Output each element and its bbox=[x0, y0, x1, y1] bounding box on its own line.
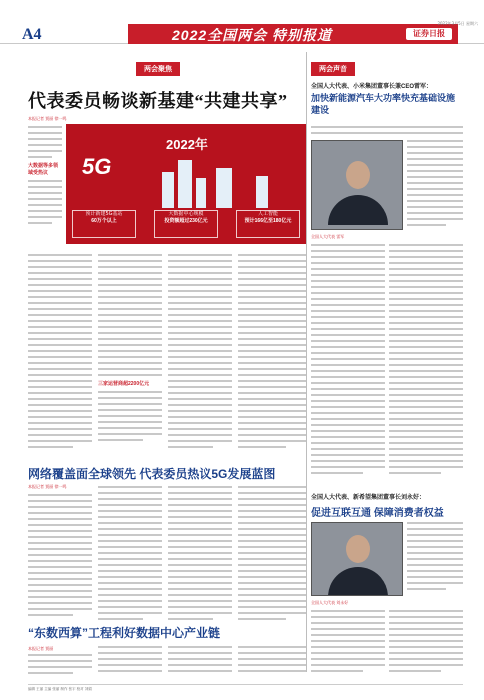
byline: 本报记者 贾丽 徐一鸣 bbox=[28, 484, 67, 489]
main-headline: 代表委员畅谈新基建“共建共享” bbox=[28, 91, 288, 111]
page-number: A4 bbox=[22, 26, 42, 43]
speaker-intro: 全国人大代表、新希望集团董事长刘永好： bbox=[311, 495, 426, 501]
article-text bbox=[98, 646, 162, 676]
issue-date: 2022年3月5日 星期六 bbox=[437, 21, 478, 26]
subheading: 大数据等多领域受热议 bbox=[28, 163, 59, 176]
byline: 本报记者 贾丽 bbox=[28, 646, 54, 651]
column-divider bbox=[306, 52, 307, 672]
article-text bbox=[389, 610, 463, 676]
article-text bbox=[168, 486, 232, 624]
page-footer: 编辑 王丽 主编 张丽 制作 张宇 校对 刘娟 bbox=[28, 684, 463, 692]
sidebar-headline: 促进互联互通 保障消费者权益 bbox=[311, 508, 444, 519]
article-text bbox=[28, 654, 92, 678]
building-icon bbox=[196, 178, 206, 208]
byline: 本报记者 贾丽 徐一鸣 bbox=[28, 116, 67, 121]
sidebar-headline: 加快新能源汽车大功率快充基础设施建设 bbox=[311, 93, 456, 115]
section-label: 两会声音 bbox=[311, 62, 355, 76]
main-column bbox=[28, 54, 306, 674]
stat-box: 人工智能 预计166亿至180亿元 bbox=[236, 210, 300, 238]
article-text bbox=[98, 254, 162, 445]
article-text bbox=[407, 140, 463, 230]
section-label: 两会聚焦 bbox=[136, 62, 180, 76]
banner-title: 2022全国两会 特别报道 bbox=[172, 27, 333, 43]
article-text bbox=[311, 610, 385, 676]
building-icon bbox=[178, 160, 192, 208]
building-icon bbox=[162, 172, 174, 208]
masthead bbox=[0, 0, 484, 44]
stat-box: 预计新建5G基站 60万个以上 bbox=[72, 210, 136, 238]
photo-caption: 全国人大代表 雷军 bbox=[311, 234, 345, 239]
infographic-year: 2022年 bbox=[166, 137, 208, 152]
photo-caption: 全国人大代表 刘永好 bbox=[311, 600, 349, 605]
speaker-intro: 全国人大代表、小米集团董事长兼CEO雷军： bbox=[311, 84, 433, 90]
article-text bbox=[28, 126, 62, 228]
article-text bbox=[168, 254, 232, 452]
article-text bbox=[168, 646, 232, 676]
special-report-banner bbox=[128, 24, 458, 44]
building-icon bbox=[216, 168, 232, 208]
article-text bbox=[238, 486, 306, 624]
newspaper-logo: 证券日报 bbox=[406, 28, 452, 40]
secondary-headline: “东数西算”工程利好数据中心产业链 bbox=[28, 626, 221, 640]
portrait-photo bbox=[311, 140, 403, 230]
secondary-headline: 网络覆盖面全球领先 代表委员热议5G发展蓝图 bbox=[28, 467, 276, 481]
infographic-5g bbox=[66, 124, 306, 244]
building-icon bbox=[256, 176, 268, 208]
article-text bbox=[98, 486, 162, 624]
article-text bbox=[389, 244, 463, 478]
article-text bbox=[28, 254, 92, 452]
article-text bbox=[311, 126, 463, 138]
infographic-5g-tag: 5G bbox=[82, 154, 112, 179]
stat-box: 大数据中心规模 投资额超过230亿元 bbox=[154, 210, 218, 238]
portrait-photo bbox=[311, 522, 403, 596]
article-text bbox=[238, 254, 306, 452]
article-text bbox=[407, 522, 463, 594]
sidebar-column bbox=[311, 54, 463, 674]
article-text bbox=[28, 494, 92, 620]
subheading: 三家运营商超2200亿元 bbox=[98, 381, 150, 387]
article-text bbox=[311, 244, 385, 478]
article-text bbox=[238, 646, 306, 676]
